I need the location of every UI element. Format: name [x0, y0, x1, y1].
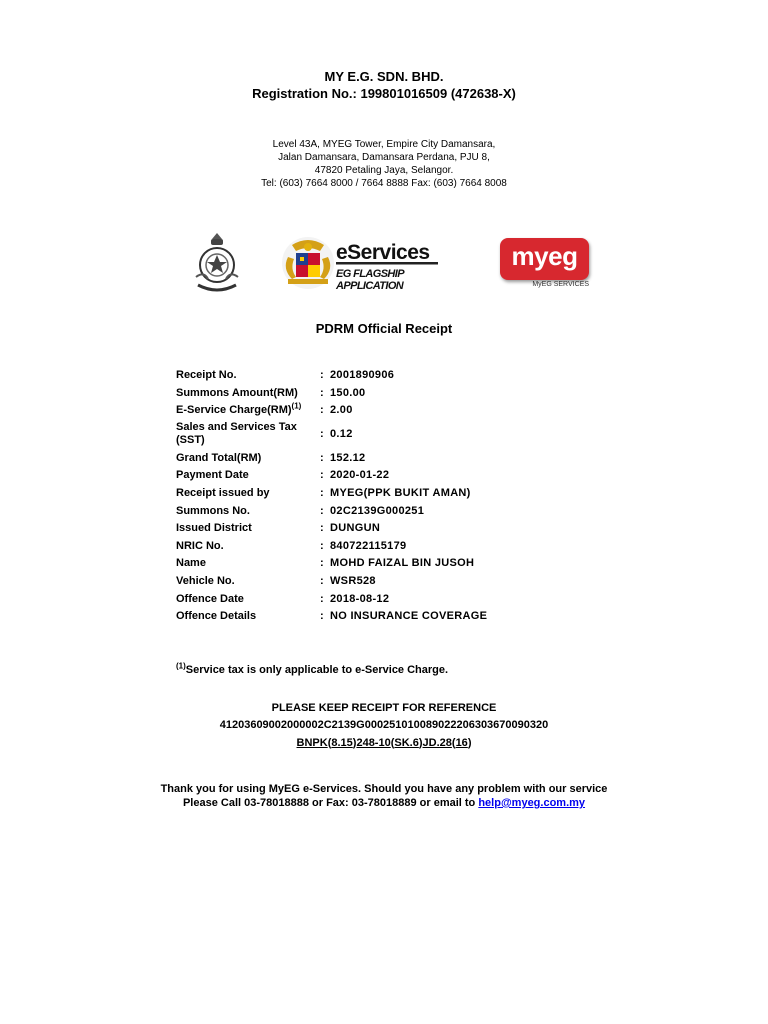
- statute-part: ): [352, 737, 357, 749]
- receipt-row: [176, 503, 596, 521]
- grand-total-label: Grand Total(RM): [176, 451, 262, 464]
- address-line-2: Jalan Damansara, Damansara Perdana, PJU 8,: [278, 152, 490, 163]
- issued-district-label: Issued District: [176, 522, 252, 535]
- statute-part: (: [451, 737, 456, 749]
- statute-part: ): [467, 737, 472, 749]
- address-line-4: Tel: (603) 7664 8000 / 7664 8888 Fax: (603) 7664 8008: [261, 178, 507, 189]
- receipt-row: [176, 555, 596, 573]
- colon: :: [320, 610, 324, 623]
- sst-label-line-2: (SST): [176, 433, 205, 446]
- statute-part: JD.28: [422, 737, 452, 749]
- eservices-logo: [274, 235, 442, 291]
- grand-total-value: 152.12: [330, 451, 366, 464]
- receipt-row: [176, 402, 596, 420]
- colon: :: [320, 404, 324, 417]
- vehicle-no-value: WSR528: [330, 574, 376, 587]
- sst-label-line-1: Sales and Services Tax: [176, 420, 297, 433]
- receipt-row: [176, 467, 596, 485]
- statute-part: ): [418, 737, 423, 749]
- footer-contact-text: Please Call 03-78018888 or Fax: 03-78018889 or email to: [182, 797, 479, 809]
- receipt-row: [176, 485, 596, 503]
- address-line-1: Level 43A, MYEG Tower, Empire City Damansara,: [272, 139, 496, 150]
- statute-part: 8.15: [331, 737, 353, 749]
- myeg-logo-text: myeg: [511, 241, 578, 271]
- registration-number: Registration No.: 199801016509 (472638-X): [252, 86, 516, 101]
- statute-part: BNPK: [296, 737, 328, 749]
- sst-value: 0.12: [330, 427, 353, 440]
- receipt-no-value: 2001890906: [330, 369, 395, 381]
- issued-by-label: Receipt issued by: [176, 486, 270, 499]
- statute-part: SK.6: [394, 737, 419, 749]
- colon: :: [320, 427, 324, 440]
- summons-amount-label: Summons Amount(RM): [176, 386, 298, 399]
- footnote-marker: (1): [291, 401, 302, 411]
- name-value: MOHD FAIZAL BIN JUSOH: [330, 557, 475, 570]
- vehicle-no-label: Vehicle No.: [176, 574, 235, 587]
- keep-receipt-notice: PLEASE KEEP RECEIPT FOR REFERENCE: [271, 702, 497, 714]
- colon: :: [320, 504, 324, 517]
- support-email-link[interactable]: help@myeg.com.my: [478, 797, 586, 809]
- receipt-details: [176, 367, 596, 626]
- colon: :: [320, 486, 324, 499]
- eservices-title: eServices: [336, 241, 430, 264]
- summons-amount-value: 150.00: [330, 386, 366, 399]
- issued-by-value: MYEG(PPK BUKIT AMAN): [330, 486, 471, 499]
- offence-details-label: Offence Details: [176, 610, 257, 623]
- receipt-row: [176, 420, 596, 450]
- colon: :: [320, 574, 324, 587]
- reference-code: 41203609002000002C2139G000251010089022206303670090320: [219, 719, 549, 731]
- eservice-charge-label: [176, 402, 314, 420]
- footnote-text: Service tax is only applicable to e-Service Charge.: [185, 664, 449, 676]
- company-name: MY E.G. SDN. BHD.: [324, 69, 444, 84]
- colon: :: [320, 522, 324, 535]
- service-tax-footnote: [176, 661, 449, 676]
- colon: :: [320, 539, 324, 552]
- receipt-no-label: Receipt No.: [176, 369, 237, 381]
- footnote-marker: (1): [176, 661, 186, 671]
- colon: :: [320, 369, 324, 381]
- statute-part: 16: [455, 737, 468, 749]
- nric-no-label: NRIC No.: [176, 539, 224, 552]
- issued-district-value: DUNGUN: [330, 522, 381, 535]
- colon: :: [320, 451, 324, 464]
- statute-part: (: [327, 737, 332, 749]
- receipt-row: [176, 591, 596, 609]
- colon: :: [320, 557, 324, 570]
- receipt-row: [176, 520, 596, 538]
- colon: :: [320, 386, 324, 399]
- myeg-subtitle: MyEG SERVICES: [532, 281, 589, 288]
- receipt-row: [176, 538, 596, 556]
- receipt-title: PDRM Official Receipt: [315, 321, 453, 336]
- receipt-row: [176, 450, 596, 468]
- company-address: [0, 138, 768, 190]
- address-line-3: 47820 Petaling Jaya, Selangor.: [314, 165, 454, 176]
- nric-no-value: 840722115179: [330, 539, 407, 552]
- summons-no-label: Summons No.: [176, 504, 250, 517]
- footer-thank-you: Thank you for using MyEG e-Services. Should you have any problem with our service: [160, 783, 608, 795]
- sst-label: [176, 421, 314, 447]
- payment-date-value: 2020-01-22: [330, 469, 390, 482]
- pdrm-crest-logo: [186, 231, 248, 295]
- payment-date-label: Payment Date: [176, 469, 249, 482]
- colon: :: [320, 592, 324, 605]
- statute-part: (: [390, 737, 395, 749]
- receipt-row: [176, 385, 596, 403]
- receipt-row: [176, 608, 596, 626]
- eservice-charge-label-text: E-Service Charge(RM): [176, 404, 292, 417]
- eservice-charge-value: 2.00: [330, 404, 353, 417]
- myeg-logo: [500, 238, 590, 292]
- summons-no-value: 02C2139G000251: [330, 504, 425, 517]
- eservices-subtitle: EG FLAGSHIP APPLICATION: [336, 268, 404, 292]
- statute-reference: [0, 737, 768, 749]
- footer-contact: [0, 797, 768, 809]
- receipt-row: [176, 573, 596, 591]
- receipt-row: [176, 367, 596, 385]
- offence-date-label: Offence Date: [176, 592, 244, 605]
- offence-date-value: 2018-08-12: [330, 592, 390, 605]
- offence-details-value: NO INSURANCE COVERAGE: [330, 610, 488, 623]
- statute-part: 248-10: [356, 737, 391, 749]
- name-label: Name: [176, 557, 206, 570]
- colon: :: [320, 469, 324, 482]
